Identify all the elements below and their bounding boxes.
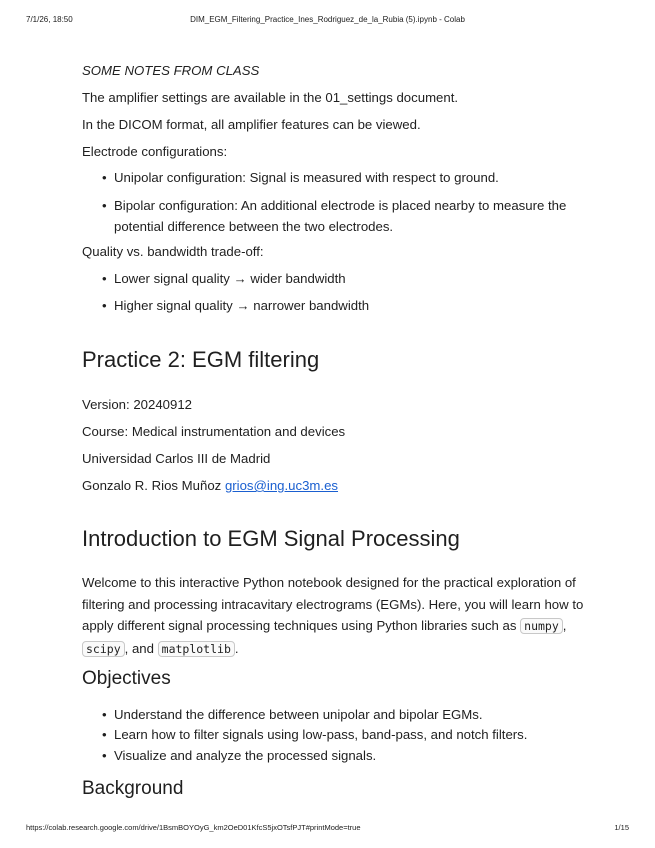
- intro-heading: Introduction to EGM Signal Processing: [82, 526, 460, 551]
- list-item: • Understand the difference between unipolar and bipolar EGMs.: [82, 704, 602, 726]
- notes-paragraph-electrodes: Electrode configurations:: [82, 144, 228, 159]
- bullet-dot: •: [102, 298, 107, 313]
- code-numpy: numpy: [520, 618, 563, 634]
- list-item: • Higher signal quality → narrower bandwidth: [82, 295, 602, 317]
- bullet-dot: •: [102, 271, 107, 286]
- print-footer: [0, 823, 655, 835]
- list-item: • Unipolar configuration: Signal is measured with respect to ground.: [82, 167, 602, 189]
- intro-paragraph: [82, 572, 602, 660]
- intro-line: apply different signal processing techniques using Python libraries such as numpy ,: [82, 618, 567, 633]
- print-header: [0, 15, 655, 27]
- practice-course: Course: Medical instrumentation and devices: [82, 424, 346, 439]
- page-number: 1/15: [614, 823, 629, 832]
- notes-heading: SOME NOTES FROM CLASS: [82, 63, 260, 78]
- objectives-heading: Objectives: [82, 668, 171, 689]
- notes-paragraph-tradeoff: Quality vs. bandwidth trade-off:: [82, 244, 264, 259]
- list-item: • Lower signal quality → wider bandwidth: [82, 268, 602, 290]
- author-name: Gonzalo R. Rios Muñoz: [82, 478, 222, 493]
- bullet-dot: •: [102, 707, 107, 722]
- bullet-dot: •: [102, 198, 107, 213]
- page-url: https://colab.research.google.com/drive/1BsmBOYOyG_km2OeD01KfcS5jxOTsfPJT#printMode=true: [26, 823, 361, 832]
- code-scipy: scipy: [82, 641, 125, 657]
- bullet-dot: •: [102, 727, 107, 742]
- practice-university: Universidad Carlos III de Madrid: [82, 451, 271, 466]
- intro-line: Welcome to this interactive Python notebook designed for the practical exploration of: [82, 575, 576, 590]
- author-email-link[interactable]: grios@ing.uc3m.es: [224, 478, 339, 493]
- list-item: • Visualize and analyze the processed signals.: [82, 745, 602, 767]
- intro-line: filtering and processing intracavitary electrograms (EGMs). Here, you will learn how to: [82, 596, 584, 612]
- bullet-dot: •: [102, 748, 107, 763]
- bullet-dot: •: [102, 170, 107, 185]
- notes-paragraph-dicom: In the DICOM format, all amplifier features can be viewed.: [82, 117, 421, 132]
- notebook-title: DIM_EGM_Filtering_Practice_Ines_Rodriguez_de_la_Rubia (5).ipynb - Colab: [190, 15, 465, 24]
- background-heading: Background: [82, 778, 184, 799]
- practice-author-line: [82, 475, 338, 497]
- code-matplotlib: matplotlib: [158, 641, 235, 657]
- list-item: • Bipolar configuration: An additional electrode is placed nearby to measure the potential difference between the two electrodes.: [82, 195, 602, 239]
- intro-line: scipy , and matplotlib .: [82, 638, 602, 661]
- practice-version: Version: 20240912: [82, 397, 192, 412]
- list-item: • Learn how to filter signals using low-pass, band-pass, and notch filters.: [82, 724, 602, 746]
- practice-heading: Practice 2: EGM filtering: [82, 347, 320, 372]
- notes-paragraph-settings: The amplifier settings are available in the 01_settings document.: [82, 90, 459, 105]
- print-date: 7/1/26, 18:50: [26, 15, 73, 24]
